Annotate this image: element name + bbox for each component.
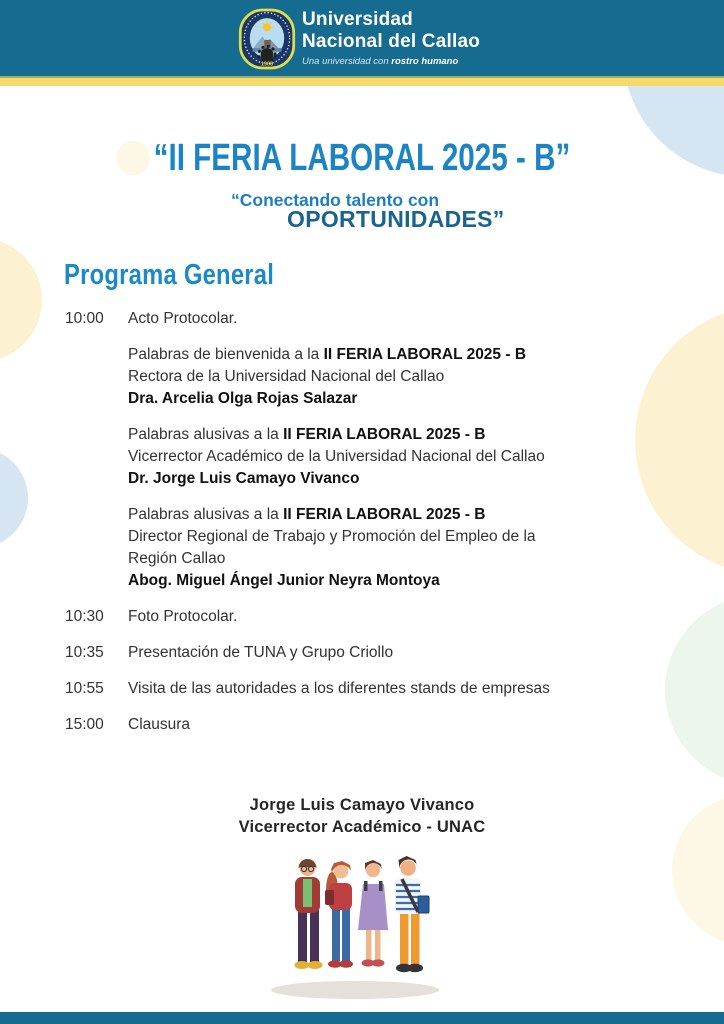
schedule-row	[65, 642, 613, 664]
decor-circle-left-yellow	[0, 238, 42, 362]
schedule-line: Región Callao	[128, 550, 226, 567]
student-3	[358, 860, 388, 967]
student-4	[395, 856, 429, 972]
schedule-row	[65, 504, 613, 592]
schedule-content	[128, 678, 613, 700]
program-heading: Programa General	[64, 259, 275, 291]
schedule-content	[128, 344, 613, 410]
gold-divider	[0, 76, 724, 86]
schedule-line: Palabras alusivas a la II FERIA LABORAL 2025 - B	[128, 506, 486, 523]
students-group-illustration	[262, 852, 462, 1002]
decor-circle-left-blue	[0, 448, 28, 548]
schedule-row	[65, 344, 613, 410]
schedule-time: 10:35	[65, 644, 104, 661]
schedule-content	[128, 424, 613, 490]
signature-role: Vicerrector Académico - UNAC	[238, 818, 486, 836]
schedule-line: Dr. Jorge Luis Camayo Vivanco	[128, 470, 360, 487]
student-1	[295, 859, 323, 969]
decor-circle-right-green	[665, 595, 724, 785]
schedule-time	[65, 504, 128, 592]
schedule-row	[65, 308, 613, 330]
schedule-content	[128, 642, 613, 664]
student-2	[325, 861, 353, 968]
schedule-content	[128, 504, 613, 592]
schedule-line: Vicerrector Académico de la Universidad Nacional del Callao	[128, 448, 545, 465]
schedule-line: Director Regional de Trabajo y Promoción del Empleo de la	[128, 528, 536, 545]
schedule-line: Dra. Arcelia Olga Rojas Salazar	[128, 390, 358, 407]
university-name-line2: Nacional del Callao	[302, 31, 481, 52]
schedule-content	[128, 714, 613, 736]
schedule-row	[65, 678, 613, 700]
schedule-time: 10:30	[65, 608, 104, 625]
schedule-content	[128, 606, 613, 628]
event-subtitle-line1: “Conectando talento con	[231, 190, 440, 210]
signature-name: Jorge Luis Camayo Vivanco	[249, 796, 475, 814]
decor-circle-right-yellow	[635, 305, 724, 575]
schedule-line: Rectora de la Universidad Nacional del Callao	[128, 368, 445, 385]
event-subtitle-line2: OPORTUNIDADES”	[287, 206, 505, 232]
header-text-block	[302, 9, 480, 67]
schedule-list	[65, 308, 613, 750]
schedule-time: 10:00	[65, 310, 104, 327]
signature-block	[0, 794, 724, 838]
schedule-content	[128, 308, 613, 330]
schedule-line: Palabras de bienvenida a la II FERIA LABORAL 2025 - B	[128, 346, 527, 363]
schedule-line: Acto Protocolar.	[128, 310, 238, 327]
schedule-line: Presentación de TUNA y Grupo Criollo	[128, 644, 394, 661]
university-seal-icon	[238, 7, 296, 71]
schedule-time	[65, 424, 128, 490]
schedule-line: Abog. Miguel Ángel Junior Neyra Montoya	[128, 572, 440, 589]
schedule-line: Visita de las autoridades a los diferentes stands de empresas	[128, 680, 550, 697]
footer-bar	[0, 1012, 724, 1024]
schedule-time: 15:00	[65, 716, 104, 733]
university-tagline: Una universidad con rostro humano	[302, 56, 459, 67]
schedule-time	[65, 344, 128, 410]
schedule-line: Foto Protocolar.	[128, 608, 238, 625]
seal-year: 1966	[260, 61, 274, 68]
university-name-line1: Universidad	[302, 9, 413, 30]
schedule-row	[65, 424, 613, 490]
schedule-line: Palabras alusivas a la II FERIA LABORAL 2025 - B	[128, 426, 486, 443]
event-title: “II FERIA LABORAL 2025 - B”	[153, 137, 571, 179]
schedule-row	[65, 606, 613, 628]
schedule-line: Clausura	[128, 716, 191, 733]
schedule-row	[65, 714, 613, 736]
schedule-time: 10:55	[65, 680, 104, 697]
